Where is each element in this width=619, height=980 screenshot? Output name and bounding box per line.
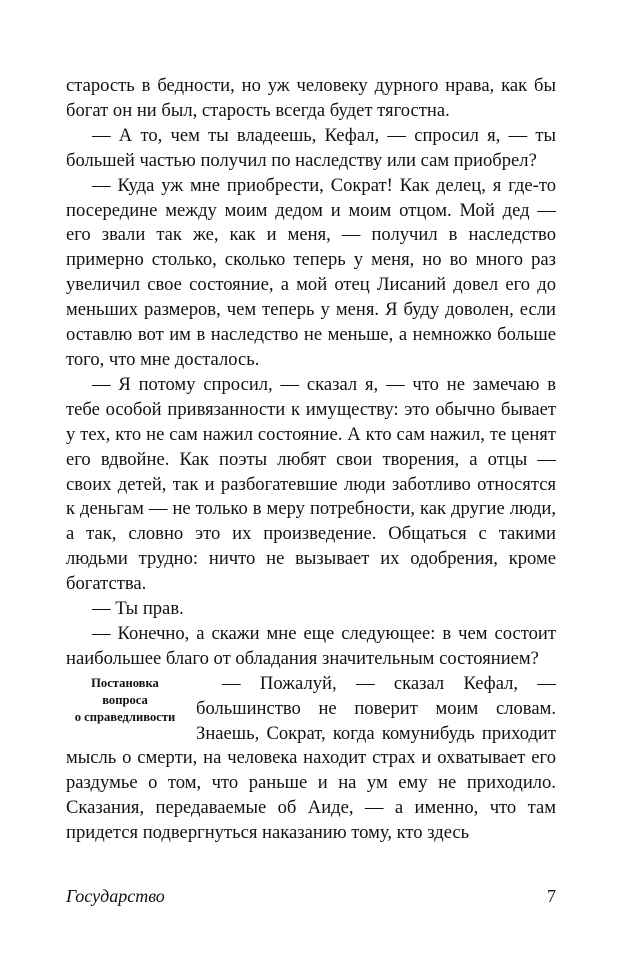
body-text bbox=[66, 74, 556, 846]
running-footer-title: Государство bbox=[66, 886, 165, 906]
paragraph-6: — Конечно, а скажи мне еще следующее: в чем состоит наибольшее благо от обладания значительным состоянием? bbox=[66, 622, 556, 669]
margin-note-line-3: о справедливости bbox=[74, 709, 176, 724]
paragraph-1: старость в бедности, но уж человеку дурного нрава, как бы богат он ни был, старость всегда будет тягостна. bbox=[66, 75, 556, 121]
margin-note-line-1: Постановка bbox=[91, 675, 159, 690]
paragraph-5: — Ты прав. bbox=[92, 598, 184, 620]
paragraph-4: — Я потому спросил, — сказал я, — что не замечаю в тебе особой привязанности к имуществу: это обычно бывает у тех, кто не сам нажил состояние. А кто сам нажил, те ценят его вдвойне. Как поэты любят свои творения, а отцы — своих детей, так и разбогатевшие люди заботливо относятся к деньгам — не только в меру потребности, как другие люди, а так, словно это их произведение. Общаться с такими людьми трудно: ничто не вызывает их одобрения, кроме богатства. bbox=[66, 373, 556, 595]
margin-note bbox=[66, 675, 184, 726]
page-number: 7 bbox=[547, 886, 556, 906]
margin-note-line-2: вопроса bbox=[102, 692, 148, 707]
paragraph-7: — Пожалуй, — сказал Кефал, — большинство не поверит моим словам. Знаешь, Сократ, когда комунибудь приходит мысль о смерти, на человека находит страх и охватывает его раздумье о том, что раньше и на ум ему не приходило. Сказания, передаваемые об Аиде, — а именно, что там придется подвергнуться наказанию тому, кто здесь bbox=[66, 672, 556, 844]
paragraph-2: — А то, чем ты владеешь, Кефал, — спросил я, — ты большей частью получил по наследству или сам приобрел? bbox=[66, 124, 556, 171]
paragraph-3: — Куда уж мне приобрести, Сократ! Как делец, я где-то посередине между моим дедом и моим отцом. Мой дед — его звали так же, как и меня, — получил в наследство примерно столько, сколько теперь у меня, но во много раз увеличил свое состояние, а мой отец Лисаний довел его до меньших размеров, чем теперь у меня. Я буду доволен, если оставлю вот им в наследство не меньше, а немножко больше того, что мне досталось. bbox=[66, 174, 556, 370]
